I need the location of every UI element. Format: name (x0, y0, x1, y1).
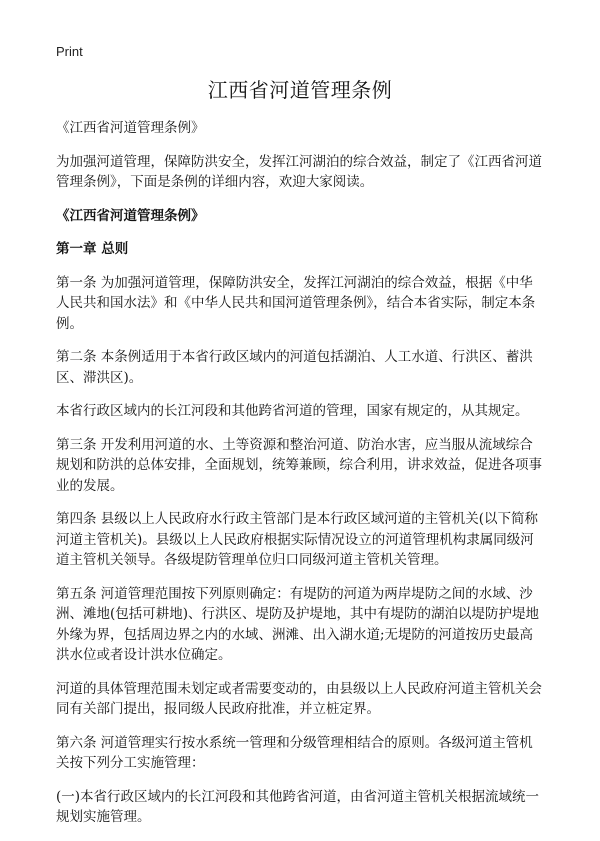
intro-paragraph: 为加强河道管理，保障防洪安全，发挥江河湖泊的综合效益，制定了《江西省河道管理条例》，下面是条例的详细内容，欢迎大家阅读。 (56, 153, 542, 190)
article-4: 第四条 县级以上人民政府水行政主管部门是本行政区域河道的主管机关(以下简称河道主管机关)。县级以上人民政府根据实际情况设立的河道管理机构隶属同级河道主管机关领导。各级堤防管理单位归口同级河道主管机关管理。 (56, 511, 539, 568)
article-2: 第二条 本条例适用于本省行政区域内的河道包括湖泊、人工水道、行洪区、蓄洪区、滞洪区)。 (56, 349, 533, 386)
article-3: 第三条 开发利用河道的水、土等资源和整治河道、防治水害，应当服从流域综合规划和防洪的总体安排，全面规划，统筹兼顾，综合利用，讲求效益，促进各项事业的发展。 (56, 436, 542, 494)
article-2-supplement: 本省行政区域内的长江河段和其他跨省河道的管理，国家有规定的，从其规定。 (56, 403, 529, 419)
article-5-supplement: 河道的具体管理范围未划定或者需要变动的，由县级以上人民政府河道主管机关会同有关部门提出，报同级人民政府批准，并立桩定界。 (56, 680, 542, 717)
article-5: 第五条 河道管理范围按下列原则确定：有堤防的河道为两岸堤防之间的水域、沙洲、滩地(包括可耕地)、行洪区、堤防及护堤地，其中有堤防的湖泊以堤防护堤地外缘为界，包括周边界之内的水域、洲滩、出入湖水道;无堤防的河道按历史最高洪水位或者设计洪水位确定。 (56, 585, 540, 663)
print-link[interactable]: Print (56, 44, 83, 59)
article-6: 第六条 河道管理实行按水系统一管理和分级管理相结合的原则。各级河道主管机关按下列分工实施管理： (56, 734, 533, 771)
article-1: 第一条 为加强河道管理，保障防洪安全，发挥江河湖泊的综合效益，根据《中华人民共和国水法》和《中华人民共和国河道管理条例》，结合本省实际，制定本条例。 (56, 274, 536, 332)
page-title: 江西省河道管理条例 (207, 78, 393, 102)
regulation-title-heading: 《江西省河道管理条例》 (56, 207, 205, 224)
chapter-heading: 第一章 总则 (56, 241, 129, 257)
article-body (56, 118, 544, 841)
article-6-item-1: (一)本省行政区域内的长江河段和其他跨省河道，由省河道主管机关根据流域统一规划实施管理。 (56, 788, 540, 825)
intro-heading-text: 《江西省河道管理条例》 (56, 120, 205, 136)
